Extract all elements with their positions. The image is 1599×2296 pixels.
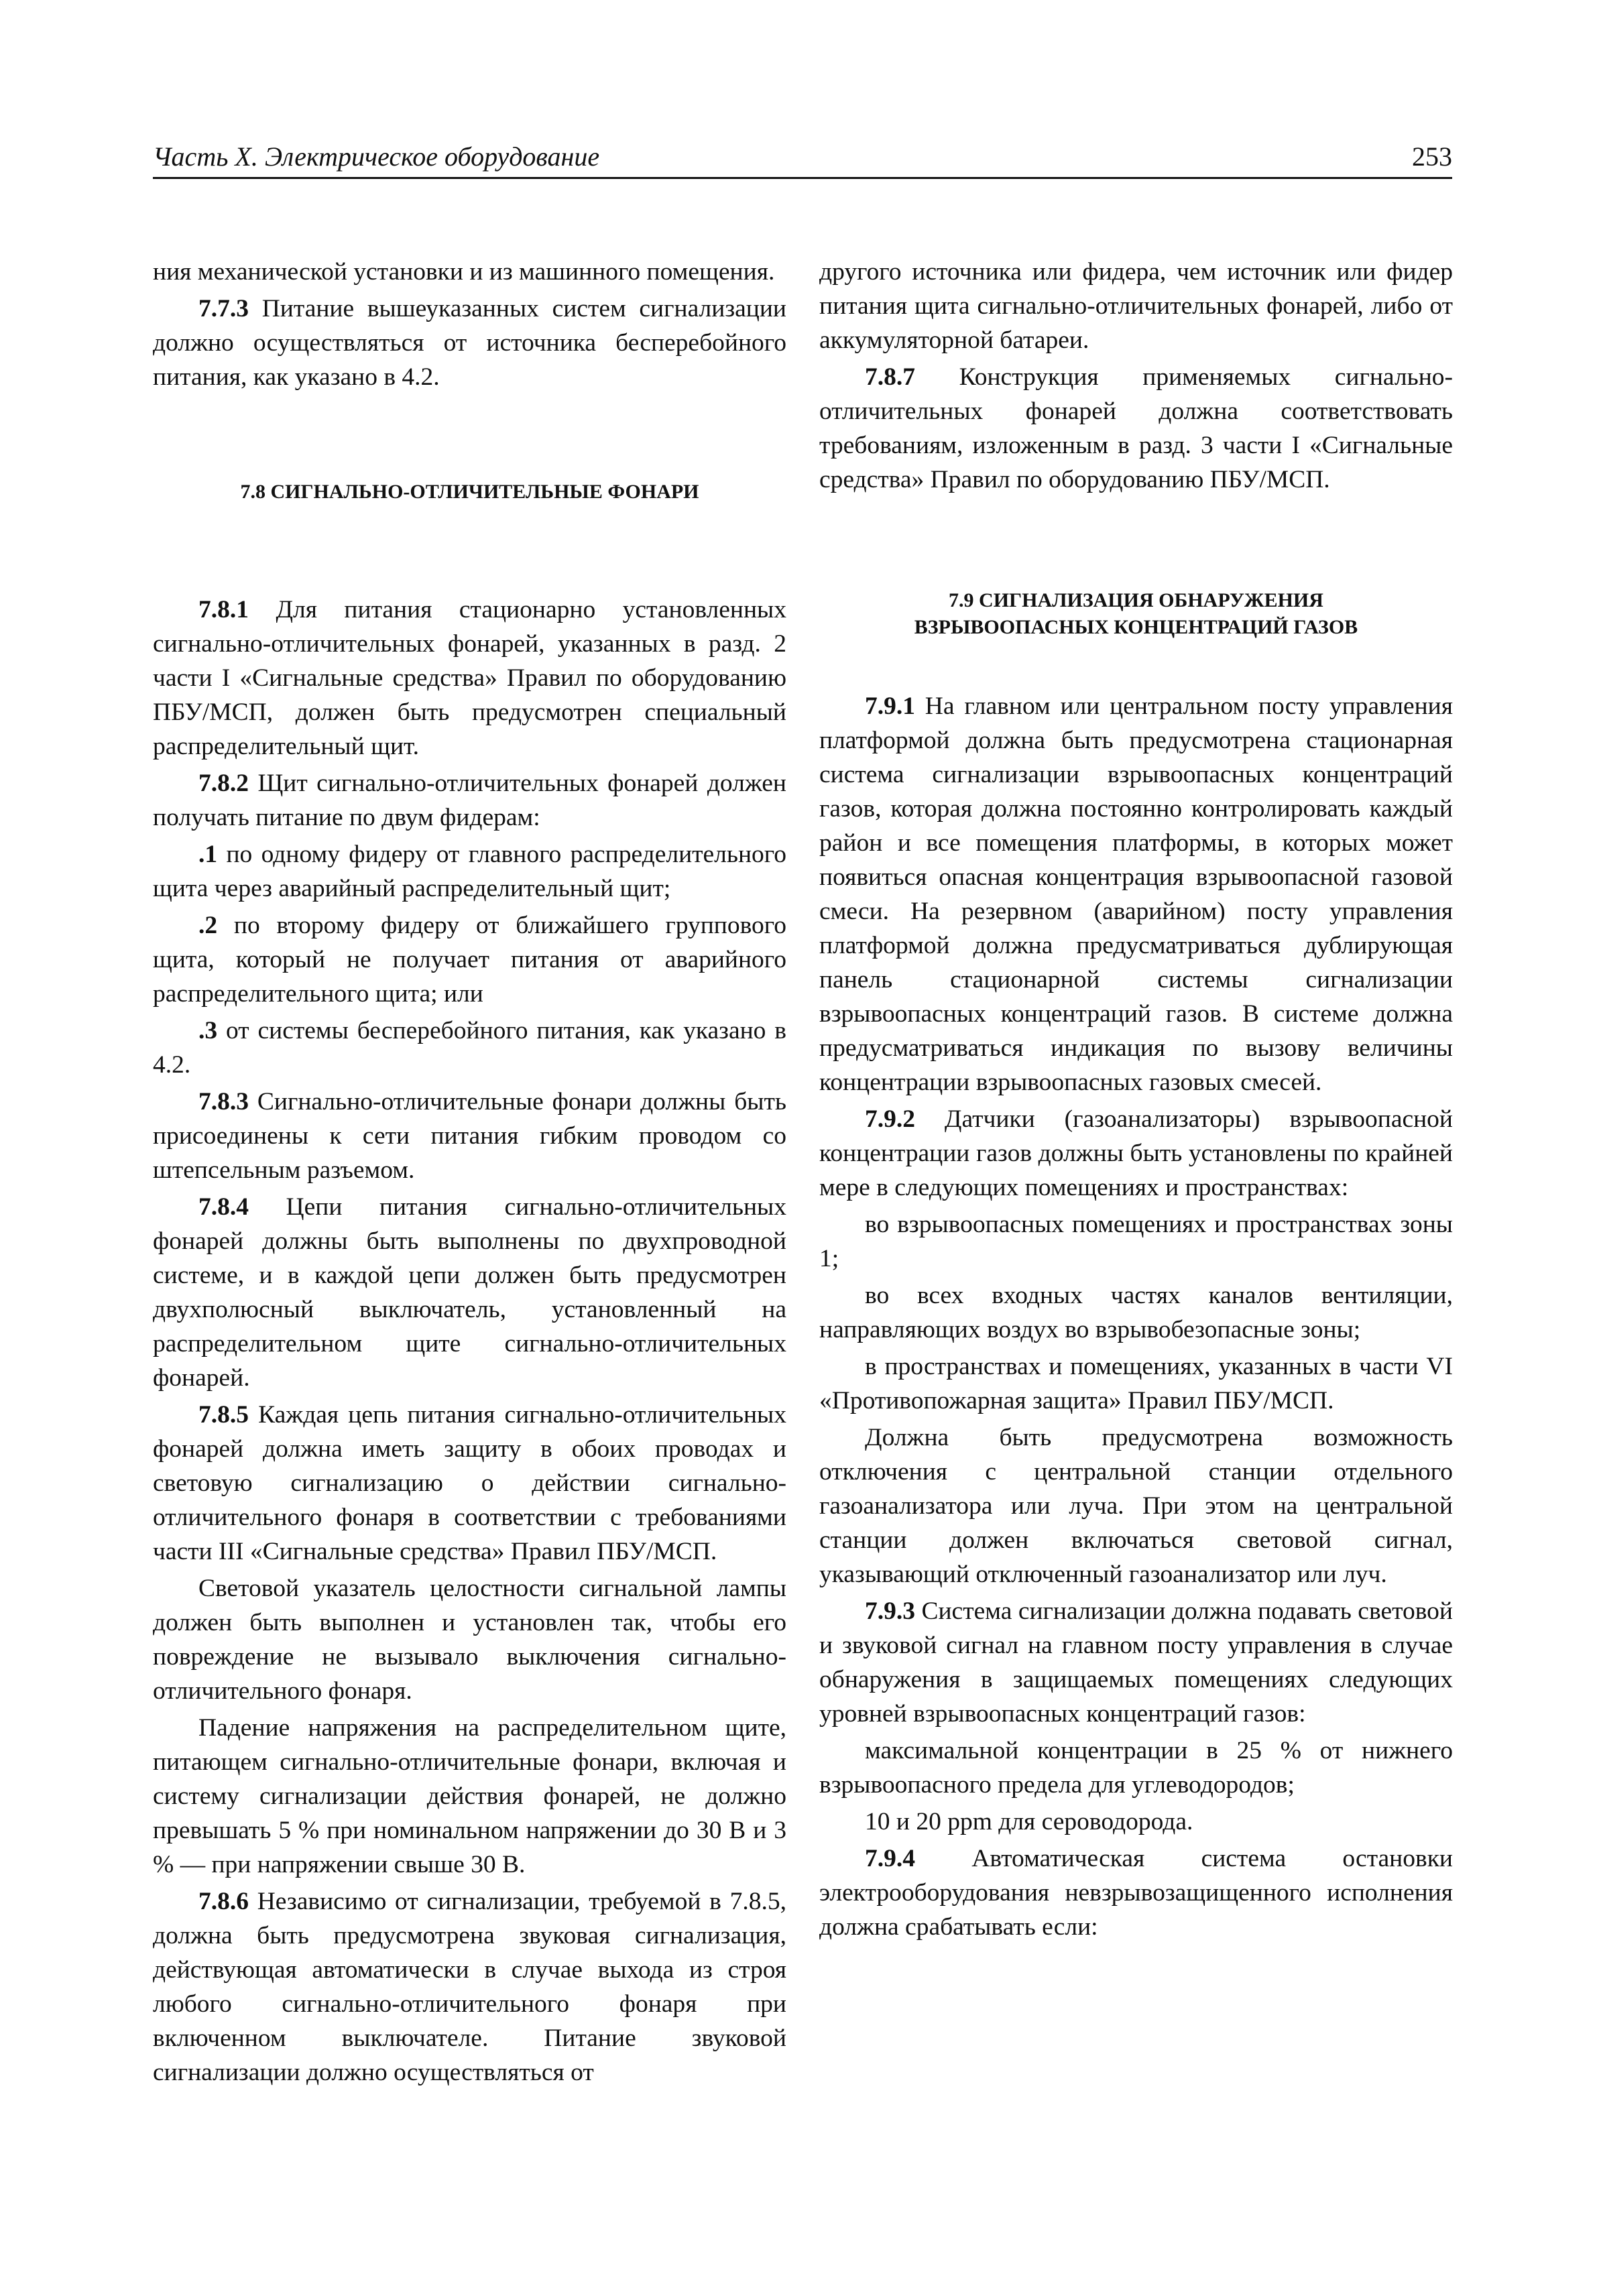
paragraph-text: Цепи питания сигнально-отличительных фонарей должны быть выполнены по двухпроводной системе, и в каждой цепи должен быть предусмотрен двухполюсный выключатель, установленный на распределительном щите сигнально-отличительных фонарей. — [153, 1193, 786, 1392]
list-item — [819, 1278, 1453, 1347]
list-item — [153, 837, 786, 906]
page-number: 253 — [1412, 141, 1452, 172]
paragraph — [153, 593, 786, 764]
section-heading-line: 7.9 СИГНАЛИЗАЦИЯ ОБНАРУЖЕНИЯ — [949, 589, 1323, 611]
paragraph — [819, 689, 1453, 1099]
list-item — [153, 908, 786, 1011]
paragraph-text: Падение напряжения на распределительном щите, питающем сигнально-отличительные фонари, включая и систему сигнализации действия фонарей, не должно превышать 5 % при номинальном напряжении до 30 В и 3 % — при напряжении свыше 30 В. — [153, 1714, 786, 1878]
item-text: по второму фидеру от ближайшего группового щита, который не получает питания от аварийного распределительного щита; или — [153, 912, 786, 1008]
left-column — [153, 255, 786, 2092]
clause-number: 7.8.4 — [198, 1193, 249, 1221]
clause-number: 7.9.3 — [865, 1597, 915, 1625]
paragraph — [819, 1841, 1453, 1944]
section-heading: 7.8 СИГНАЛЬНО-ОТЛИЧИТЕЛЬНЫЕ ФОНАРИ — [240, 481, 699, 503]
clause-number: 7.9.1 — [865, 692, 915, 720]
paragraph — [819, 255, 1453, 357]
section-heading — [819, 587, 1453, 641]
item-text: от системы бесперебойного питания, как указано в 4.2. — [153, 1017, 786, 1079]
clause-number: 7.8.5 — [198, 1401, 249, 1429]
running-header — [153, 138, 1452, 179]
list-item — [819, 1734, 1453, 1802]
paragraph — [153, 1711, 786, 1882]
paragraph — [153, 1190, 786, 1395]
paragraph-text: Сигнально-отличительные фонари должны быть присоединены к сети питания гибким проводом со штепсельным разъемом. — [153, 1088, 786, 1184]
paragraph-text: Каждая цепь питания сигнально-отличительных фонарей должна иметь защиту в обоих проводах и световую сигнализацию о действии сигнально-отличительного фонаря в соответствии с требованиями части III «Сигнальные средства» Правил ПБУ/МСП. — [153, 1401, 786, 1565]
paragraph — [819, 1594, 1453, 1731]
clause-number: 7.8.7 — [865, 363, 915, 391]
paragraph — [153, 255, 786, 289]
paragraph — [153, 1085, 786, 1187]
paragraph — [819, 360, 1453, 497]
paragraph-text: Независимо от сигнализации, требуемой в 7.8.5, должна быть предусмотрена звуковая сигнализация, действующая автоматически в случае выхода из строя любого сигнально-отличительного фонаря при включенном выключателе. Питание звуковой сигнализации должно осуществляться от — [153, 1888, 786, 2086]
paragraph — [153, 766, 786, 835]
paragraph — [153, 1571, 786, 1708]
paragraph-text: Система сигнализации должна подавать световой и звуковой сигнал на главном посту управления в случае обнаружения в защищаемых помещениях следующих уровней взрывоопасных концентраций газов: — [819, 1597, 1453, 1728]
clause-number: 7.8.1 — [198, 596, 249, 623]
section-heading-line: ВЗРЫВООПАСНЫХ КОНЦЕНТРАЦИЙ ГАЗОВ — [914, 616, 1358, 638]
clause-number: 7.9.4 — [865, 1845, 915, 1872]
paragraph — [819, 1102, 1453, 1205]
item-number: .3 — [198, 1017, 218, 1044]
item-text: в пространствах и помещениях, указанных в части VI «Противопожарная защита» Правил ПБУ/МСП. — [819, 1353, 1453, 1414]
paragraph-text: Датчики (газоанализаторы) взрывоопасной концентрации газов должны быть установлены по крайней мере в следующих помещениях и пространствах: — [819, 1105, 1453, 1201]
clause-number: 7.8.6 — [198, 1888, 249, 1915]
clause-number: 7.8.2 — [198, 770, 249, 797]
paragraph-text: Щит сигнально-отличительных фонарей должен получать питание по двум фидерам: — [153, 770, 786, 831]
paragraph-text: Питание вышеуказанных систем сигнализации должно осуществляться от источника бесперебойного питания, как указано в 4.2. — [153, 295, 786, 391]
item-text: во всех входных частях каналов вентиляции, направляющих воздух во взрывобезопасные зоны; — [819, 1282, 1453, 1343]
paragraph-text: Автоматическая система остановки электрооборудования невзрывозащищенного исполнения должна срабатывать если: — [819, 1845, 1453, 1941]
paragraph — [153, 1398, 786, 1569]
clause-number: 7.8.3 — [198, 1088, 249, 1115]
paragraph-text: Конструкция применяемых сигнально-отличительных фонарей должна соответствовать требованиям, изложенным в разд. 3 части I «Сигнальные средства» Правил по оборудованию ПБУ/МСП. — [819, 363, 1453, 493]
list-item — [819, 1207, 1453, 1276]
paragraph-text: Для питания стационарно установленных сигнально-отличительных фонарей, указанных в разд. 2 части I «Сигнальные средства» Правил по оборудованию ПБУ/МСП, должен быть предусмотрен специальный распределительный щит. — [153, 596, 786, 760]
paragraph-text: Световой указатель целостности сигнальной лампы должен быть выполнен и установлен так, чтобы его повреждение не вызывало выключения сигнально-отличительного фонаря. — [153, 1575, 786, 1705]
paragraph — [819, 1421, 1453, 1591]
item-text: во взрывоопасных помещениях и пространствах зоны 1; — [819, 1211, 1453, 1272]
list-item — [153, 1014, 786, 1082]
paragraph-text: Должна быть предусмотрена возможность отключения с центральной станции отдельного газоанализатора или луча. При этом на центральной станции должен включаться световой сигнал, указывающий отключенный газоанализатор или луч. — [819, 1424, 1453, 1588]
item-number: .2 — [198, 912, 218, 939]
item-number: .1 — [198, 841, 218, 868]
paragraph — [153, 1884, 786, 2090]
clause-number: 7.9.2 — [865, 1105, 915, 1133]
paragraph-text: На главном или центральном посту управления платформой должна быть предусмотрена стационарная система сигнализации взрывоопасных концентраций газов, которая должна постоянно контролировать каждый район и все помещения платформы, в которых может появиться опасная концентрация взрывоопасной газовой смеси. На резервном (аварийном) посту управления платформой должна предусматриваться дублирующая панель стационарной системы сигнализации взрывоопасных концентраций газов. В системе должна предусматриваться индикация по вызову величины концентрации взрывоопасных газовых смесей. — [819, 692, 1453, 1096]
paragraph — [153, 292, 786, 394]
header-title: Часть X. Электрическое оборудование — [153, 141, 600, 172]
paragraph-text: ния механической установки и из машинного помещения. — [153, 258, 775, 286]
clause-number: 7.7.3 — [198, 295, 249, 322]
list-item — [819, 1805, 1453, 1839]
item-text: максимальной концентрации в 25 % от нижнего взрывоопасного предела для углеводородов; — [819, 1737, 1453, 1799]
paragraph-text: другого источника или фидера, чем источник или фидер питания щита сигнально-отличительных фонарей, либо от аккумуляторной батареи. — [819, 258, 1453, 354]
list-item — [819, 1349, 1453, 1418]
item-text: 10 и 20 ppm для сероводорода. — [865, 1808, 1193, 1835]
right-column — [819, 255, 1453, 1947]
item-text: по одному фидеру от главного распределительного щита через аварийный распределительный щит; — [153, 841, 786, 902]
